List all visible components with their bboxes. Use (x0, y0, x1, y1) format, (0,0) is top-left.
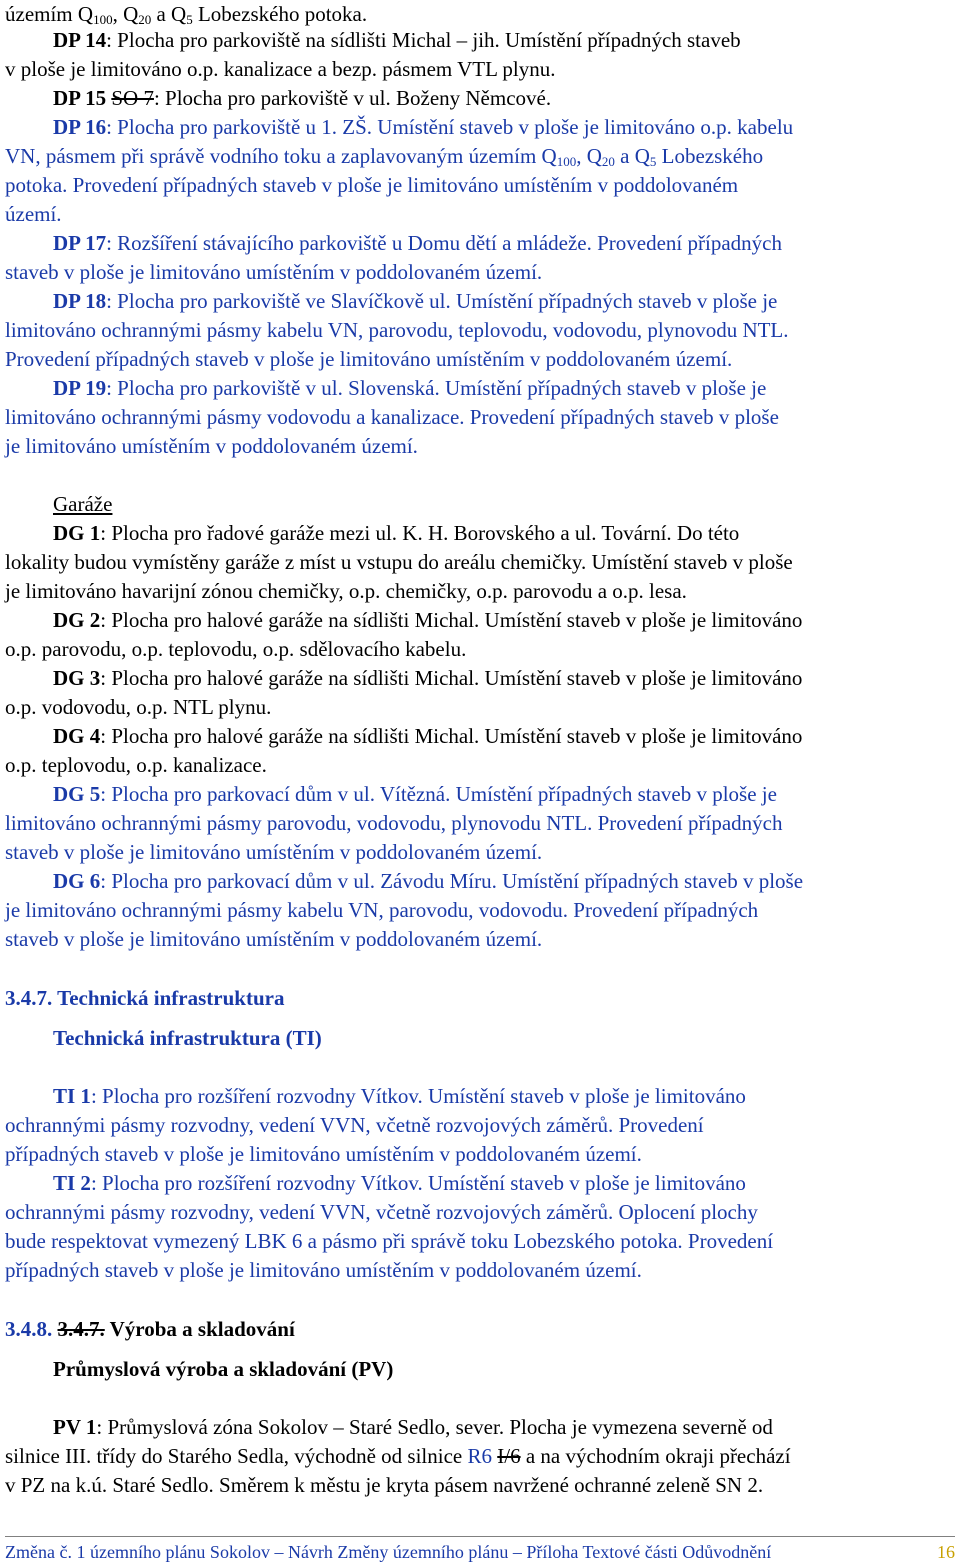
text-line: lokality budou vymístěny garáže z míst u vstupu do areálu chemičky. Umístění staveb v ploše (5, 550, 793, 574)
text-line: potoka. Provedení případných staveb v ploše je limitováno umístěním v poddolovaném (5, 173, 739, 197)
text-line: v ploše je limitováno o.p. kanalizace a bezp. pásmem VTL plynu. (5, 57, 556, 81)
text-line: limitováno ochrannými pásmy vodovodu a kanalizace. Provedení případných staveb v ploše (5, 405, 779, 429)
section-heading-3-4-8: 3.4.8. 3.4.7. Výroba a skladování (5, 1317, 295, 1341)
text-line: staveb v ploše je limitováno umístěním v poddolovaném území. (5, 840, 543, 864)
text-line: ochrannými pásmy rozvodny, vedení VVN, včetně rozvojových záměrů. Oplocení plochy (5, 1200, 758, 1224)
page-number: 16 (937, 1542, 955, 1562)
item-dp18: DP 18: Plocha pro parkoviště ve Slavíčkově ul. Umístění případných staveb v ploše je (53, 289, 778, 313)
item-dg3: DG 3: Plocha pro halové garáže na sídlišti Michal. Umístění staveb v ploše je limitováno (53, 666, 803, 690)
text-line: VN, pásmem při správě vodního toku a zaplavovaným územím $Q_{100}$, $Q_{20}$ a $Q_5$ Lobezského (5, 144, 764, 169)
text-line: ochrannými pásmy rozvodny, vedení VVN, včetně rozvojových záměrů. Provedení (5, 1113, 704, 1137)
page-footer (5, 1536, 955, 1564)
item-ti2: TI 2: Plocha pro rozšíření rozvodny Vítkov. Umístění staveb v ploše je limitováno (53, 1171, 746, 1195)
text-line: území. (5, 202, 62, 226)
item-ti1: TI 1: Plocha pro rozšíření rozvodny Vítkov. Umístění staveb v ploše je limitováno (53, 1084, 746, 1108)
item-dp15: DP 15 SO 7: Plocha pro parkoviště v ul. Boženy Němcové. (53, 86, 552, 110)
text-line: staveb v ploše je limitováno umístěním v poddolovaném území. (5, 927, 543, 951)
item-dp17: DP 17: Rozšíření stávajícího parkoviště u Domu dětí a mládeže. Provedení případných (53, 231, 782, 255)
item-dg6: DG 6: Plocha pro parkovací dům v ul. Závodu Míru. Umístění případných staveb v ploše (53, 869, 804, 893)
text-line: limitováno ochrannými pásmy kabelu VN, parovodu, teplovodu, vodovodu, plynovodu NTL. (5, 318, 789, 342)
text-line: je limitováno ochrannými pásmy kabelu VN, parovodu, vodovodu. Provedení případných (5, 898, 759, 922)
text-line: o.p. parovodu, o.p. teplovodu, o.p. sdělovacího kabelu. (5, 637, 467, 661)
subsection-heading-pv: Průmyslová výroba a skladování (PV) (53, 1357, 394, 1381)
text-line: limitováno ochrannými pásmy parovodu, vodovodu, plynovodu NTL. Provedení případných (5, 811, 783, 835)
text-line: je limitováno havarijní zónou chemičky, o.p. chemičky, o.p. parovodu a o.p. lesa. (5, 579, 687, 603)
text-line: je limitováno umístěním v poddolovaném území. (5, 434, 418, 458)
section-heading-garaze: Garáže (53, 492, 113, 516)
text-line: o.p. teplovodu, o.p. kanalizace. (5, 753, 267, 777)
footer-document-title: Změna č. 1 územního plánu Sokolov – Návrh Změny územního plánu – Příloha Textové části Odůvodnění (5, 1542, 772, 1562)
item-dg5: DG 5: Plocha pro parkovací dům v ul. Vítězná. Umístění případných staveb v ploše je (53, 782, 777, 806)
text-line: bude respektovat vymezený LBK 6 a pásmo při správě toku Lobezského potoka. Provedení (5, 1229, 774, 1253)
section-heading-3-4-7: 3.4.7. Technická infrastruktura (5, 986, 285, 1010)
text-line: staveb v ploše je limitováno umístěním v poddolovaném území. (5, 260, 543, 284)
text-line: v PZ na k.ú. Staré Sedlo. Směrem k městu je kryta pásem navržené ochranné zeleně SN 2. (5, 1473, 764, 1497)
item-dg1: DG 1: Plocha pro řadové garáže mezi ul. K. H. Borovského a ul. Tovární. Do této (53, 521, 740, 545)
item-dg2: DG 2: Plocha pro halové garáže na sídlišti Michal. Umístění staveb v ploše je limitováno (53, 608, 803, 632)
text-line: Provedení případných staveb v ploše je limitováno umístěním v poddolovaném území. (5, 347, 733, 371)
item-dg4: DG 4: Plocha pro halové garáže na sídlišti Michal. Umístění staveb v ploše je limitováno (53, 724, 803, 748)
item-pv1: PV 1: Průmyslová zóna Sokolov – Staré Sedlo, sever. Plocha je vymezena severně od (53, 1415, 773, 1439)
item-dp19: DP 19: Plocha pro parkoviště v ul. Slovenská. Umístění případných staveb v ploše je (53, 376, 767, 400)
footer-divider (5, 1536, 955, 1537)
subsection-heading-ti: Technická infrastruktura (TI) (53, 1026, 322, 1050)
item-dp16: DP 16: Plocha pro parkoviště u 1. ZŠ. Umístění staveb v ploše je limitováno o.p. kabelu (53, 115, 794, 139)
text-line: případných staveb v ploše je limitováno umístěním v poddolovaném území. (5, 1142, 642, 1166)
item-dp14: DP 14: Plocha pro parkoviště na sídlišti Michal – jih. Umístění případných staveb (53, 28, 741, 52)
text-line: případných staveb v ploše je limitováno umístěním v poddolovaném území. (5, 1258, 642, 1282)
text-line: silnice III. třídy do Starého Sedla, východně od silnice R6 I/6 a na východním okraji přechází (5, 1444, 791, 1468)
text-line: územím $Q_{100}$, $Q_{20}$ a $Q_5$ Lobezského potoka. (5, 2, 368, 27)
text-line: o.p. vodovodu, o.p. NTL plynu. (5, 695, 272, 719)
